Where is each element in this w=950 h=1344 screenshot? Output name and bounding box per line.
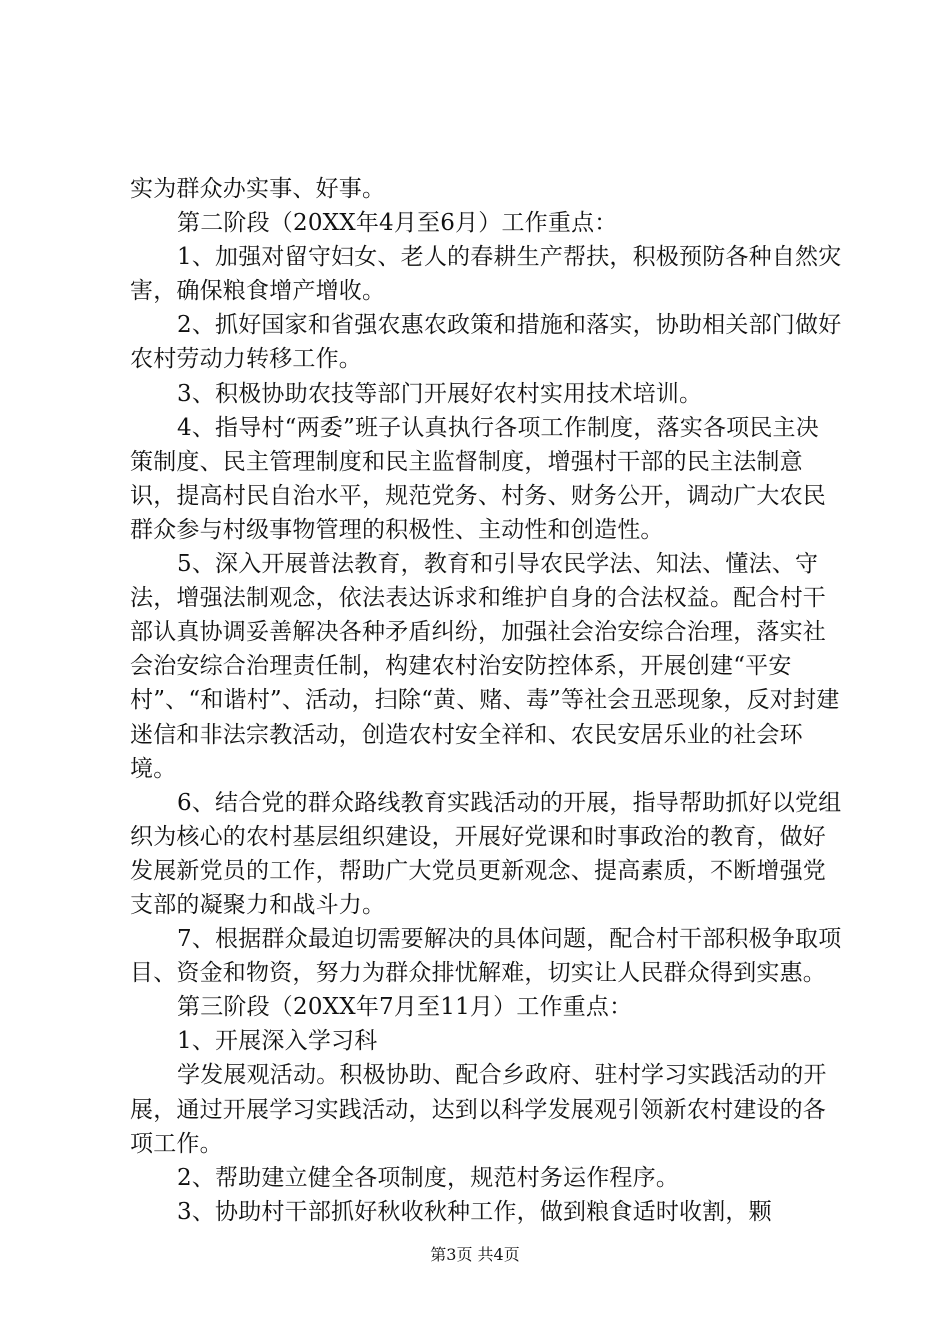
paragraph-10: 第三阶段（20XX年7月至11月）工作重点： <box>177 994 633 1021</box>
paragraph-11: 1、开展深入学习科 <box>177 1028 378 1055</box>
paragraph-14: 3、协助村干部抓好秋收秋种工作，做到粮食适时收割，颗 <box>177 1198 772 1225</box>
paragraph-8: 6、结合党的群众路线教育实践活动的开展，指导帮助抓好以党组织为核心的农村基层组织建设，开展好党课和时事政治的教育，做好发展新党员的工作，帮助广大党员更新观念、提高素质，不断增强党支部的凝聚力和战斗力。 <box>130 789 842 918</box>
paragraph-7: 5、深入开展普法教育，教育和引导农民学法、知法、懂法、守法，增强法制观念，依法表达诉求和维护自身的合法权益。配合村干部认真协调妥善解决各种矛盾纠纷，加强社会治安综合治理，落实社会治安综合治理责任制，构建农村治安防控体系，开展创建“平安村”、“和谐村”、活动，扫除“黄、赌、毒”等社会丑恶现象，反对封建迷信和非法宗教活动，创造农村安全祥和、农民安居乐业的社会环境。 <box>130 551 840 782</box>
paragraph-4: 2、抓好国家和省强农惠农政策和措施和落实，协助相关部门做好农村劳动力转移工作。 <box>130 312 842 373</box>
paragraph-9: 7、根据群众最迫切需要解决的具体问题，配合村干部积极争取项目、资金和物资，努力为群众排忧解难，切实让人民群众得到实惠。 <box>130 926 842 987</box>
paragraph-5: 3、积极协助农技等部门开展好农村实用技术培训。 <box>177 380 703 407</box>
page-number-label: 第3页 共4页 <box>430 1245 520 1264</box>
paragraph-3: 1、加强对留守妇女、老人的春耕生产帮扶，积极预防各种自然灾害，确保粮食增产增收。 <box>130 244 842 305</box>
paragraph-1: 实为群众办实事、好事。 <box>130 176 386 202</box>
document-body <box>130 172 842 1229</box>
paragraph-12: 学发展观活动。积极协助、配合乡政府、驻村学习实践活动的开展，通过开展学习实践活动，达到以科学发展观引领新农村建设的各项工作。 <box>130 1062 827 1157</box>
paragraph-6: 4、指导村“两委”班子认真执行各项工作制度，落实各项民主决策制度、民主管理制度和民主监督制度，增强村干部的民主法制意识，提高村民自治水平，规范党务、村务、财务公开，调动广大农民群众参与村级事物管理的积极性、主动性和创造性。 <box>130 414 826 543</box>
paragraph-13: 2、帮助建立健全各项制度，规范村务运作程序。 <box>177 1164 680 1191</box>
paragraph-2: 第二阶段（20XX年4月至6月）工作重点： <box>177 210 618 237</box>
page-footer <box>0 1242 950 1265</box>
